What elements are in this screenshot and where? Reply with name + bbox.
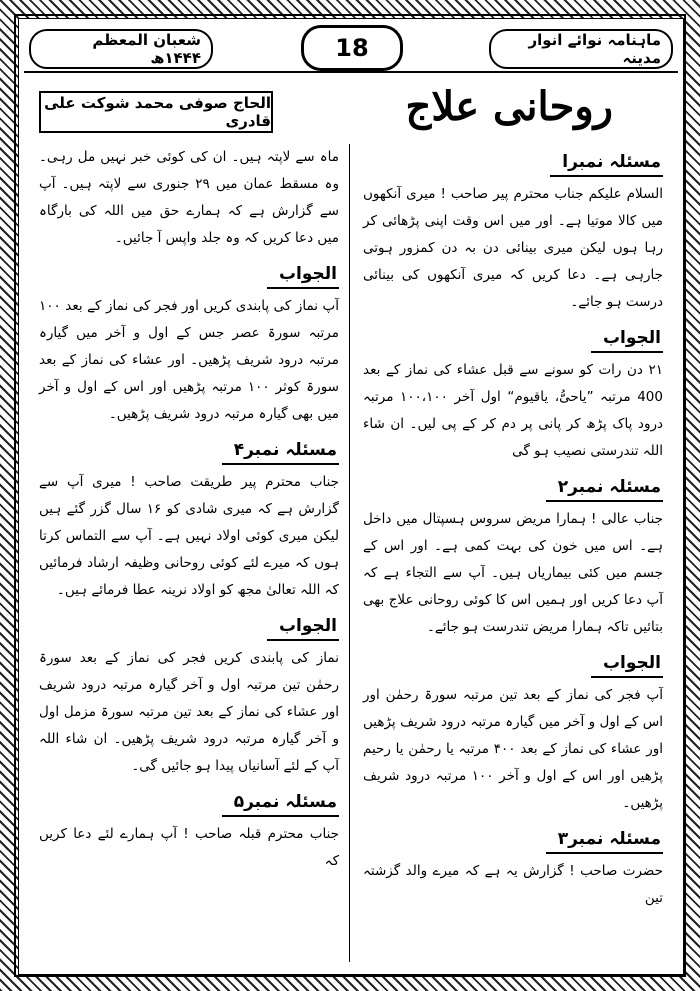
page-content <box>18 18 684 975</box>
question-3-text: حضرت صاحب ! گزارش یہ ہے کہ میرے والد گزشتہ تین <box>363 863 663 906</box>
question-1-heading: مسئلہ نمبرا <box>550 150 663 177</box>
right-column <box>363 144 663 916</box>
question-4-heading: مسئلہ نمبر۴ <box>222 438 339 465</box>
answer-1-heading: الجواب <box>591 326 663 353</box>
answer-2-text: آپ فجر کی نماز کے بعد تین مرتبہ سورۃ رحمٰن اور اس کے اول و آخر میں گیارہ مرتبہ درود شریف پڑھیں اور عشاء کی نماز کے بعد ۴۰۰ مرتبہ یا رحمٰن یا رحیم پڑھیں اور اس کے اول و آخر ۱۰۰ مرتبہ درود شریف پڑھیں۔ <box>363 687 663 811</box>
question-2-heading: مسئلہ نمبر۲ <box>546 475 663 502</box>
author-box: الحاج صوفی محمد شوکت علی قادری <box>39 91 273 133</box>
answer-1-text: ۲۱ دن رات کو سونے سے قبل عشاء کی نماز کے بعد 400 مرتبہ ”یاحیُّ، یاقیوم“ اول آخر ۱۰۰،۱۰۰ مرتبہ درود پاک پڑھ کر پانی پر دم کر کے پی لیں۔ ان شاء اللہ تندرستی نصیب ہو گی <box>363 362 663 459</box>
question-3-continued: ماہ سے لاپتہ ہیں۔ ان کی کوئی خبر نہیں مل رہی۔ وہ مسقط عمان میں ۲۹ جنوری سے لاپتہ ہیں۔ آپ سے گزارش ہے کہ ہمارے حق میں اللہ کی بارگاہ میں دعا کریں کہ وہ جلد واپس آ جائیں۔ <box>39 149 339 246</box>
magazine-name: ماہنامہ نوائے انوار مدینہ <box>489 29 673 69</box>
article-title: روحانی علاج <box>405 83 613 130</box>
page-number: 18 <box>301 25 403 71</box>
answer-2-heading: الجواب <box>591 651 663 678</box>
question-5-heading: مسئلہ نمبر۵ <box>222 790 339 817</box>
column-divider <box>349 144 350 962</box>
answer-4-text: نماز کی پابندی کریں فجر کی نماز کے بعد سورۃ رحمٰن تین مرتبہ اول و آخر گیارہ مرتبہ درود شریف اور عشاء کی نماز کے بعد تین مرتبہ سورۃ مزمل اول و آخر گیارہ مرتبہ درود شریف پڑھیں۔ ان شاء اللہ آپ کے لئے آسانیاں پیدا ہو جائیں گی۔ <box>39 650 339 774</box>
question-3-heading: مسئلہ نمبر۳ <box>546 827 663 854</box>
question-5-text: جناب محترم قبلہ صاحب ! آپ ہمارے لئے دعا کریں کہ <box>39 826 339 869</box>
left-column <box>39 144 339 879</box>
answer-4-heading: الجواب <box>267 614 339 641</box>
issue-date: شعبان المعظم ۱۴۴۴ھ <box>29 29 213 69</box>
header-rule <box>24 71 678 73</box>
question-4-text: جناب محترم پیر طریقت صاحب ! میری آپ سے گزارش ہے کہ میری شادی کو ۱۶ سال گزر گئے ہیں لیکن میری کوئی اولاد نہیں ہے۔ آپ سے التماس کرتا ہوں کہ میرے لئے کوئی روحانی وظیفہ ارشاد فرمائیں کہ اللہ تعالیٰ مجھ کو اولاد نرینہ عطا فرمائے ہیں۔ <box>39 474 339 598</box>
question-1-text: السلام علیکم جناب محترم پیر صاحب ! میری آنکھوں میں کالا موتیا ہے۔ اور میں اس وقت اپنی پڑھائی کر رہا ہوں لیکن میری بینائی دن بہ دن کمزور ہوتی جارہی ہے۔ دعا کریں کہ میری آنکھوں کی بینائی درست ہو جائے۔ <box>363 186 663 310</box>
question-2-text: جناب عالی ! ہمارا مریض سروس ہسپتال میں داخل ہے۔ اس میں خون کی بہت کمی ہے۔ اور اس کے جسم میں کئی بیماریاں ہیں۔ آپ سے التجاء ہے کہ آپ دعا کریں اور ہمیں اس کا کوئی روحانی علاج بھی بتائیں تاکہ ہمارا مریض تندرست ہو جائے۔ <box>363 511 663 635</box>
answer-3-text: آپ نماز کی پابندی کریں اور فجر کی نماز کے بعد ۱۰۰ مرتبہ سورۃ عصر جس کے اول و آخر میں گیارہ مرتبہ درود شریف پڑھیں۔ اور عشاء کی نماز کے بعد سورۃ کوثر ۱۰۰ مرتبہ پڑھیں اور اس کے اول و آخر میں بھی گیارہ مرتبہ درود شریف پڑھیں۔ <box>39 298 339 422</box>
answer-3-heading: الجواب <box>267 262 339 289</box>
